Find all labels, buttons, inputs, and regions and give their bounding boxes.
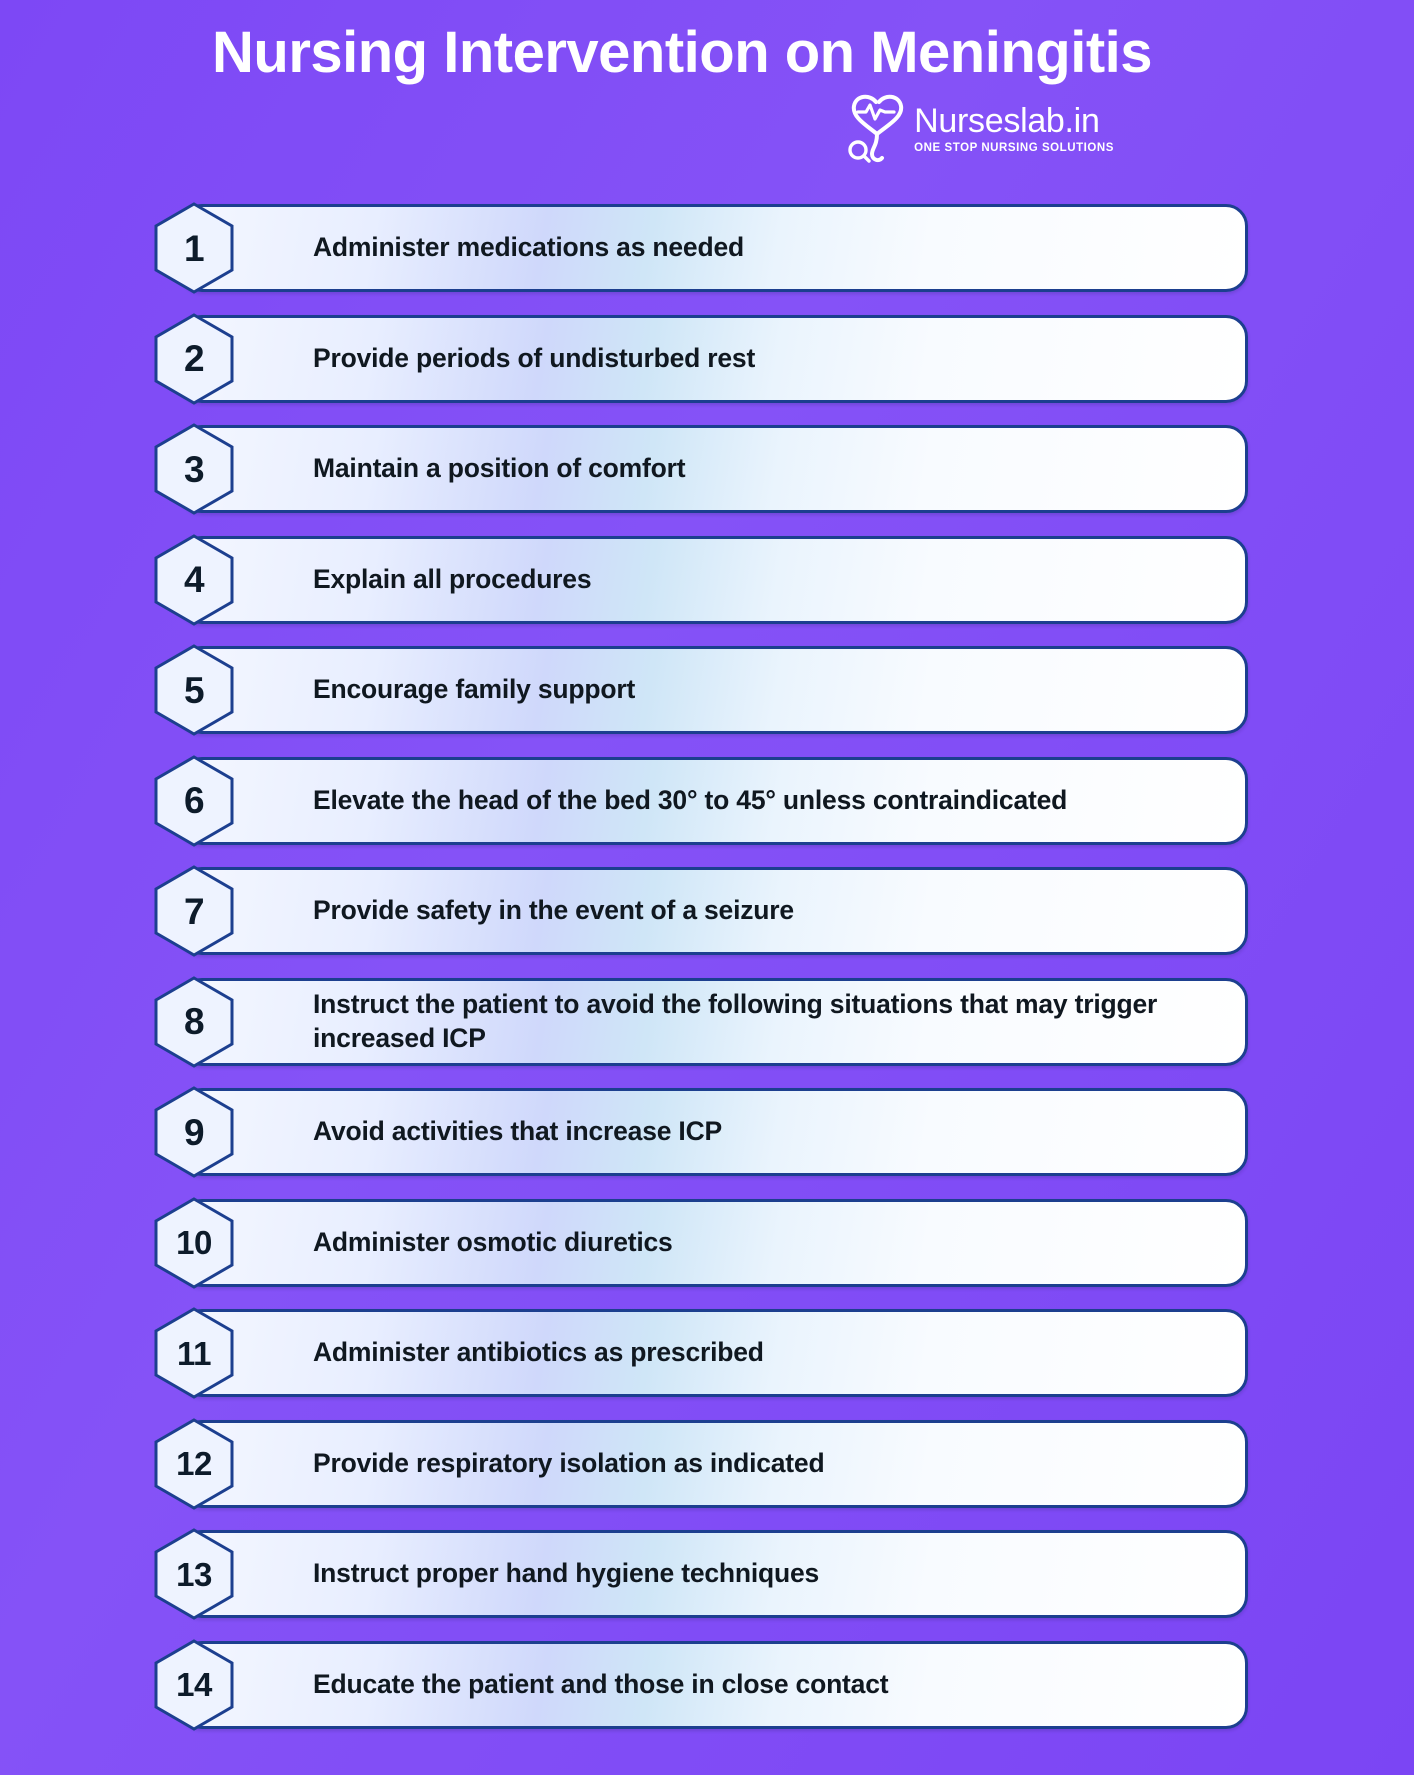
list-item (146, 863, 1384, 958)
item-bar (180, 1530, 1248, 1618)
item-number-badge (146, 421, 242, 517)
header (0, 0, 1414, 200)
item-bar (180, 1309, 1248, 1397)
item-text: Administer antibiotics as prescribed (313, 1337, 764, 1368)
list-item (146, 1416, 1384, 1511)
intervention-list (0, 200, 1414, 1732)
list-item (146, 532, 1384, 627)
item-text: Avoid activities that increase ICP (313, 1116, 723, 1147)
item-number-badge (146, 311, 242, 407)
item-number: 12 (176, 1445, 212, 1482)
item-number-badge (146, 642, 242, 738)
item-number: 1 (183, 227, 205, 269)
item-number-badge (146, 200, 242, 296)
item-bar (180, 646, 1248, 734)
list-item (146, 1084, 1384, 1179)
item-number-badge (146, 1195, 242, 1291)
item-bar (180, 1199, 1248, 1287)
list-item (146, 1195, 1384, 1290)
item-bar (180, 425, 1248, 513)
list-item (146, 200, 1384, 295)
list-item (146, 642, 1384, 737)
list-item (146, 753, 1384, 848)
item-number-badge (146, 1637, 242, 1733)
item-text: Elevate the head of the bed 30° to 45° unless contraindicated (313, 784, 1068, 815)
item-number: 5 (183, 669, 205, 711)
item-bar (180, 1420, 1248, 1508)
item-number: 2 (183, 338, 205, 379)
item-number-badge (146, 1305, 242, 1401)
item-bar (180, 315, 1248, 403)
item-text: Provide safety in the event of a seizure (313, 895, 794, 926)
item-text: Maintain a position of comfort (313, 453, 686, 484)
item-number-badge (146, 532, 242, 628)
item-number: 11 (177, 1334, 211, 1372)
item-bar (180, 536, 1248, 624)
page-title: Nursing Intervention on Meningitis (212, 20, 1152, 85)
item-number: 4 (183, 559, 205, 600)
item-number-badge (146, 753, 242, 849)
brand-name: Nurseslab.in (914, 102, 1100, 140)
item-number: 9 (183, 1111, 205, 1153)
item-number-badge (146, 1084, 242, 1180)
item-bar (180, 867, 1248, 955)
list-item (146, 1305, 1384, 1400)
item-number: 14 (176, 1666, 212, 1703)
brand-tagline: ONE STOP NURSING SOLUTIONS (914, 142, 1114, 154)
brand-text (914, 104, 1114, 154)
item-text: Administer medications as needed (313, 232, 744, 263)
list-item (146, 1637, 1384, 1732)
item-number-badge (146, 974, 242, 1070)
item-bar (180, 978, 1248, 1066)
list-item (146, 421, 1384, 516)
brand-logo[interactable] (846, 92, 1114, 166)
list-item (146, 974, 1384, 1069)
item-text: Explain all procedures (313, 563, 592, 594)
item-number: 13 (176, 1555, 212, 1593)
item-bar (180, 204, 1248, 292)
heart-pulse-icon (846, 92, 912, 166)
item-text: Instruct the patient to avoid the following situations that may trigger increased ICP (313, 988, 1158, 1053)
item-text: Administer osmotic diuretics (313, 1226, 673, 1257)
list-item (146, 311, 1384, 406)
item-bar (180, 1088, 1248, 1176)
item-bar (180, 757, 1248, 845)
item-number: 3 (183, 448, 205, 490)
list-item (146, 1526, 1384, 1621)
item-number-badge (146, 863, 242, 959)
item-number: 8 (183, 1001, 205, 1042)
item-number-badge (146, 1416, 242, 1512)
item-bar (180, 1641, 1248, 1729)
item-text: Instruct proper hand hygiene techniques (313, 1558, 820, 1589)
item-text: Encourage family support (313, 674, 636, 705)
item-text: Educate the patient and those in close contact (313, 1668, 889, 1699)
item-text: Provide respiratory isolation as indicated (313, 1447, 825, 1478)
item-number: 6 (183, 780, 205, 821)
item-number: 10 (176, 1224, 212, 1261)
item-number-badge (146, 1526, 242, 1622)
item-number: 7 (183, 890, 205, 932)
item-text: Provide periods of undisturbed rest (313, 342, 756, 373)
